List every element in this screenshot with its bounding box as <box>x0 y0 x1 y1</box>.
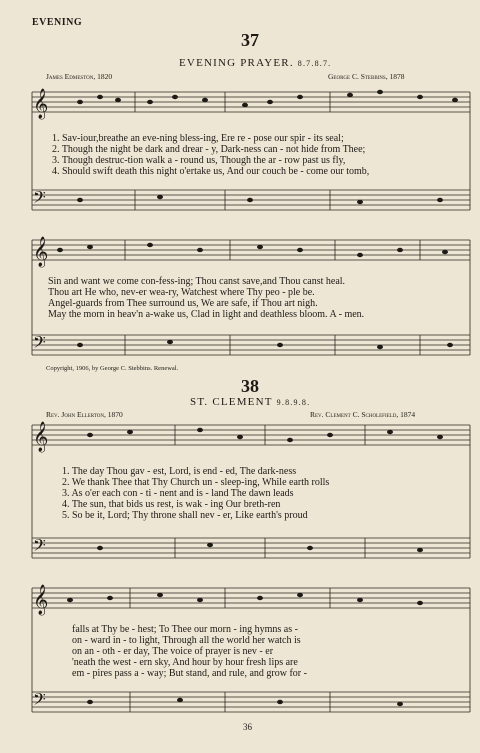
hymn-38-meter: 9.8.9.8. <box>276 398 311 407</box>
hymn-38-verse-1-line-2: falls at Thy be - hest; To Thee our morn - ing hymns as - <box>72 624 298 635</box>
hymn-38-verse-5-line-2: em - pires pass a - way; But stand, and rule, and grow for - <box>72 668 307 679</box>
hymn-38-music-credit: Rev. Clement C. Scholefield, 1874 <box>310 410 416 419</box>
svg-text:𝄢: 𝄢 <box>33 535 46 559</box>
svg-text:𝄢: 𝄢 <box>33 187 46 211</box>
hymn-37-words-credit: James Edmeston, 1820 <box>46 72 113 81</box>
hymn-37-copyright: Copyright, 1906, by George C. Stebbins. Renewal. <box>46 365 179 372</box>
hymn-37-verse-4-line-1: 4. Should swift death this night o'ertake us, And our couch be - come our tomb, <box>52 166 370 177</box>
hymn-37-verse-2-line-2: Thou art He who, nev-er wea-ry, Watchest where Thy peo - ple be. <box>48 287 315 298</box>
hymn-38-words-credit: Rev. John Ellerton, 1870 <box>46 410 123 419</box>
hymn-37-verse-1-line-1: 1. Sav-iour,breathe an eve-ning bless-ing, Ere re - pose our spir - its seal; <box>52 133 344 144</box>
section-header: EVENING <box>32 17 83 28</box>
hymn-37-title-text: EVENING PRAYER. <box>179 57 294 69</box>
hymn-38-verse-5-line-1: 5. So be it, Lord; Thy throne shall nev - er, Like earth's proud <box>62 510 308 521</box>
svg-text:𝄞: 𝄞 <box>33 585 49 615</box>
staff-38-1-treble <box>32 425 470 445</box>
hymn-38-title <box>190 396 310 408</box>
svg-text:𝄞: 𝄞 <box>33 237 49 267</box>
hymn-38-verse-1-line-1: 1. The day Thou gav - est, Lord, is end - ed, The dark-ness <box>62 466 297 477</box>
hymn-37-music-credit: George C. Stebbins, 1878 <box>328 72 405 81</box>
hymn-37-verse-3-line-1: 3. Though destruc-tion walk a - round us, Though the ar - row past us fly, <box>52 155 346 166</box>
staff-37-1-treble <box>32 92 470 112</box>
hymn-38-verse-3-line-1: 3. As o'er each con - ti - nent and is - land The dawn leads <box>62 488 294 499</box>
hymn-38-verse-2-line-2: on - ward in - to light, Through all the world her watch is <box>72 635 301 646</box>
svg-text:𝄞: 𝄞 <box>33 89 49 119</box>
hymn-37-number: 37 <box>241 30 259 50</box>
hymn-38-verse-2-line-1: 2. We thank Thee that Thy Church un - sleep-ing, While earth rolls <box>62 477 330 488</box>
hymn-37-verse-3-line-2: Angel-guards from Thee surround us, We are safe, if Thou art nigh. <box>48 298 318 309</box>
hymn-38-number: 38 <box>241 376 259 396</box>
hymn-38-verse-4-line-1: 4. The sun, that bids us rest, is wak - ing Our breth-ren <box>62 499 281 510</box>
svg-text:𝄞: 𝄞 <box>33 422 49 452</box>
hymn-38-verse-4-line-2: 'neath the west - ern sky, And hour by hour fresh lips are <box>72 657 298 668</box>
svg-text:𝄢: 𝄢 <box>33 689 46 713</box>
hymn-38-title-text: ST. CLEMENT <box>190 396 273 408</box>
hymn-37-verse-1-line-2: Sin and want we come con-fess-ing; Thou canst save,and Thou canst heal. <box>48 276 346 287</box>
staff-37-2-treble <box>32 240 470 260</box>
hymn-37-verse-2-line-1: 2. Though the night be dark and drear - y, Dark-ness can - not hide from Thee; <box>52 144 366 155</box>
hymn-37-verse-4-line-2: May the morn in heav'n a-wake us, Clad in light and deathless bloom. A - men. <box>48 309 365 320</box>
hymn-38-verse-3-line-2: on an - oth - er day, The voice of prayer is nev - er <box>72 646 274 657</box>
svg-text:𝄢: 𝄢 <box>33 332 46 356</box>
hymn-37-meter: 8.7.8.7. <box>297 59 332 68</box>
staff-38-2-treble <box>32 588 470 608</box>
page-number: 36 <box>243 722 252 732</box>
staff-38-2-bass <box>32 692 470 712</box>
staff-37-2-bass <box>32 335 470 355</box>
